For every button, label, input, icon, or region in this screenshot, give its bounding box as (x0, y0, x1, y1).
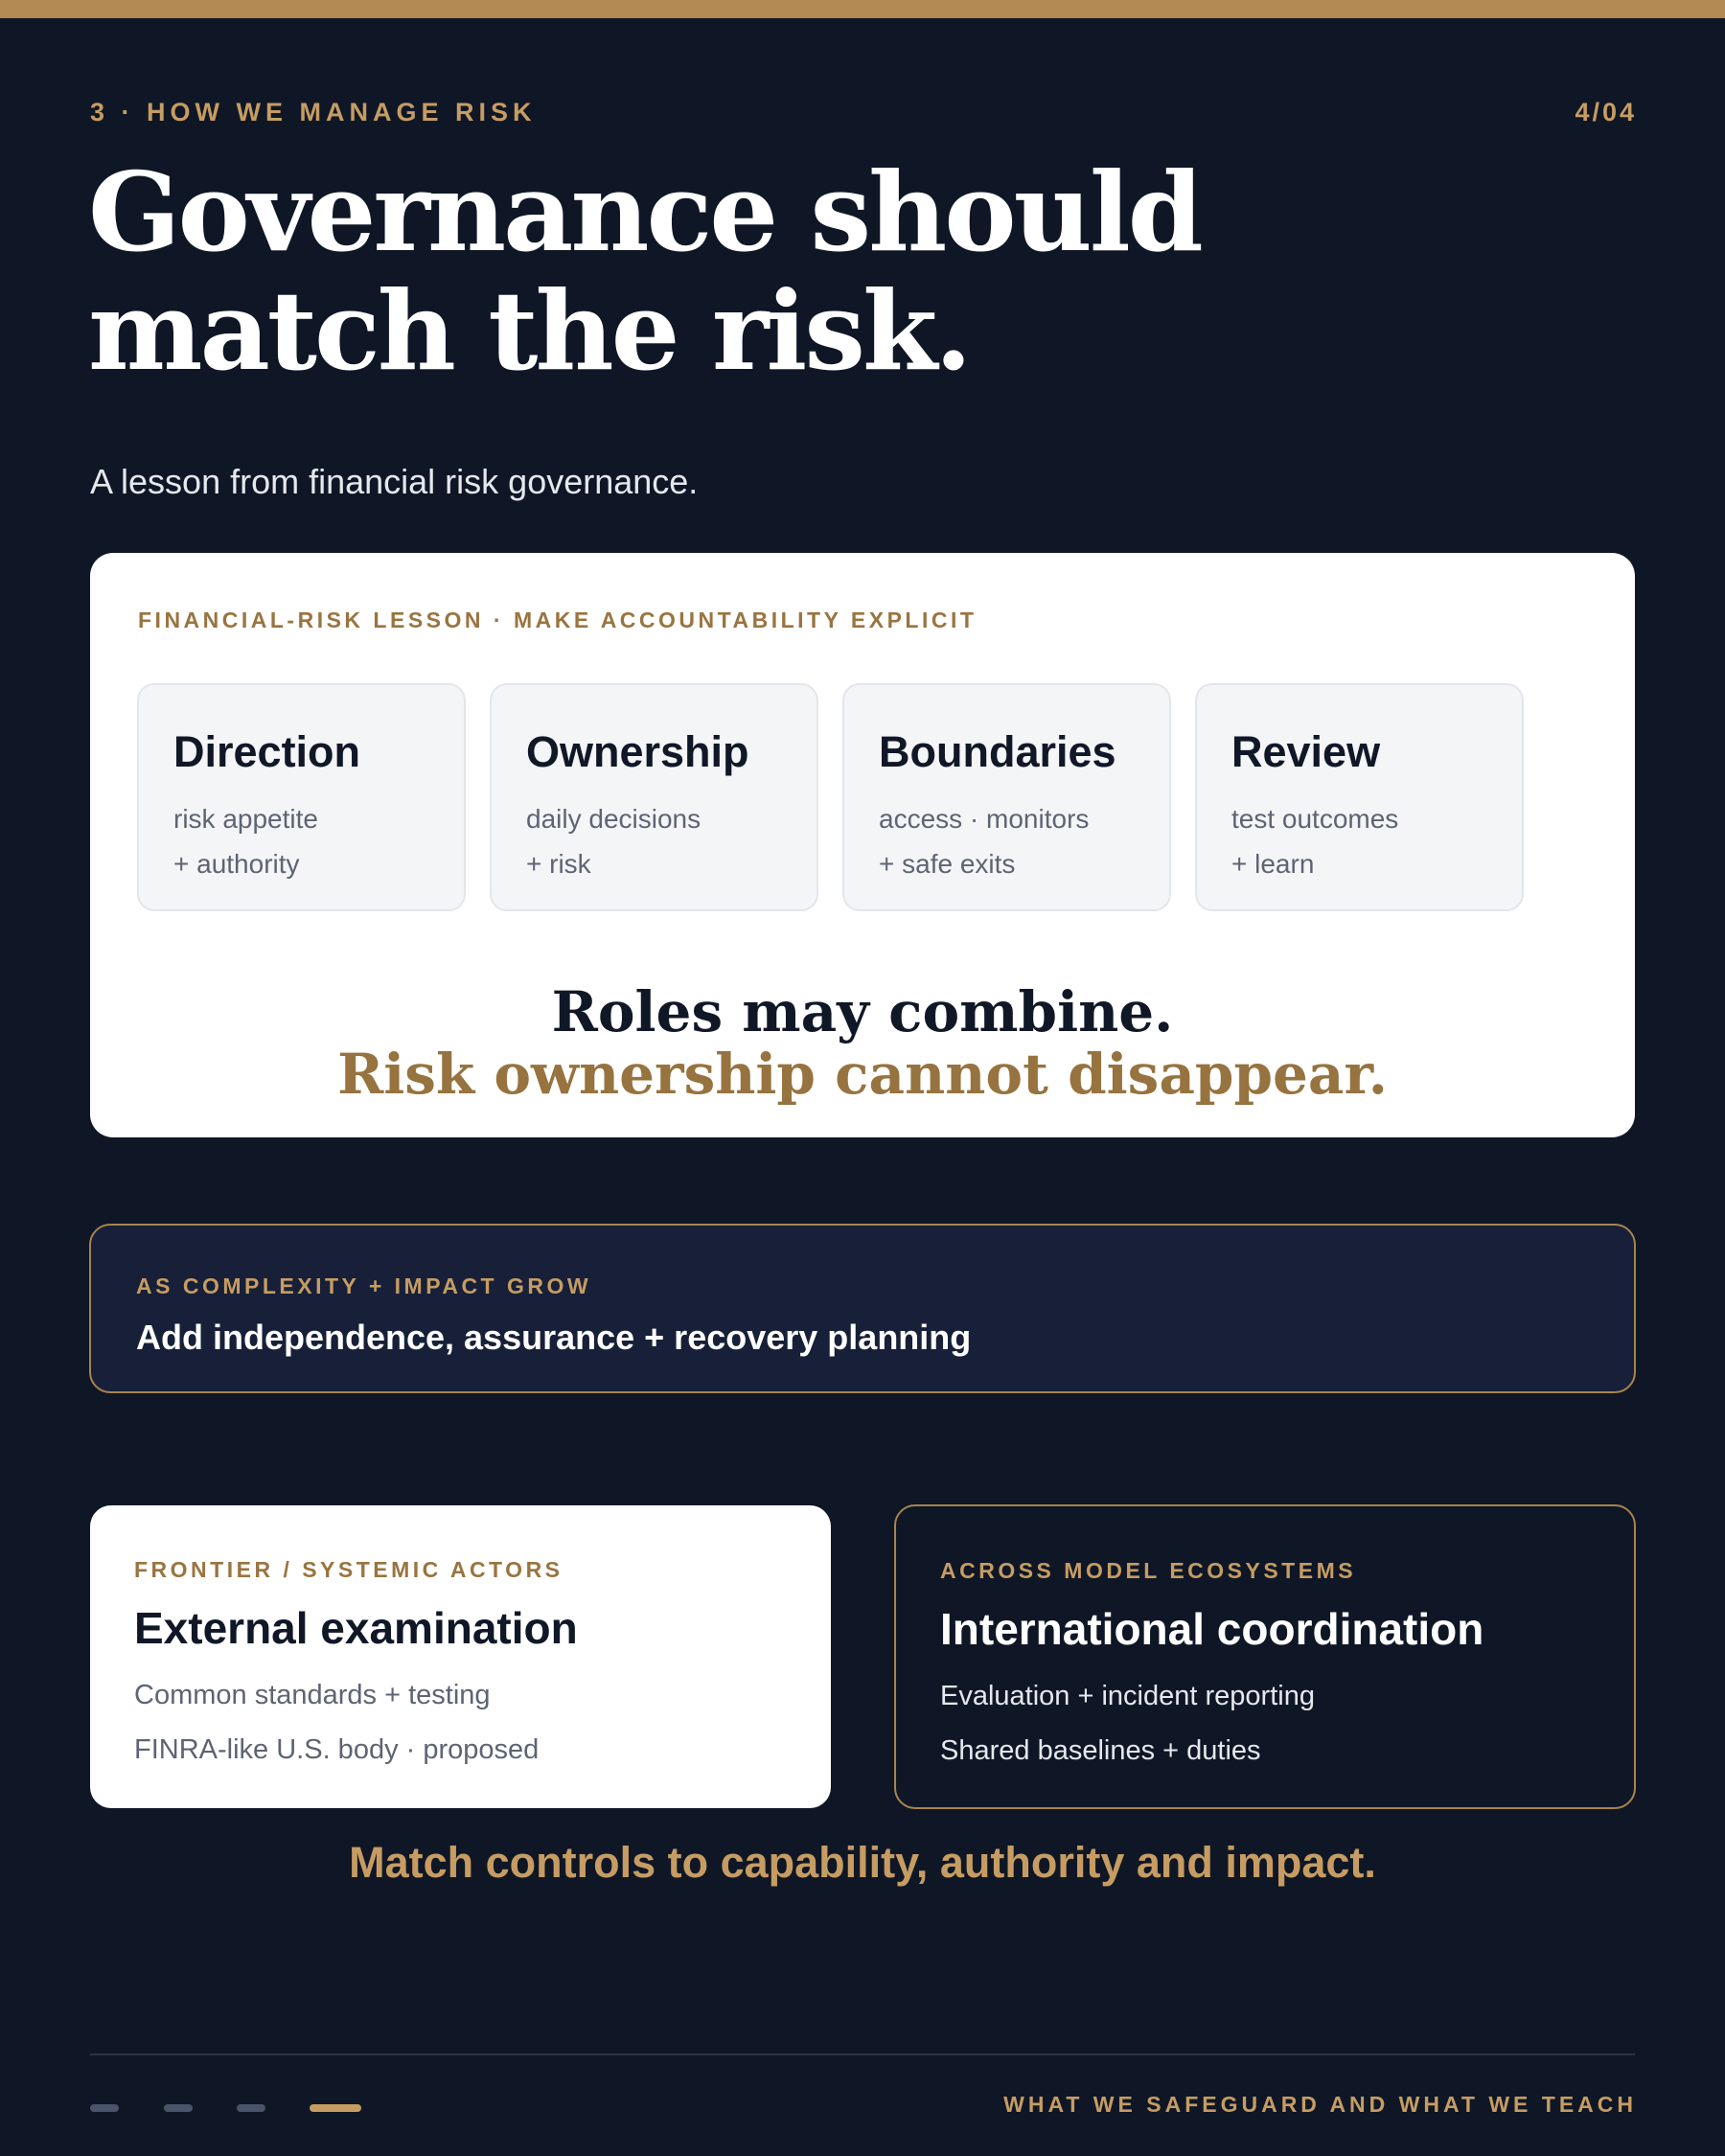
complexity-banner (89, 1224, 1636, 1393)
progress-dot[interactable] (90, 2104, 119, 2112)
lesson-quote-line-1: Roles may combine. (551, 979, 1174, 1044)
card-line: Evaluation + incident reporting (940, 1681, 1315, 1711)
role-card-ownership (490, 683, 818, 911)
lesson-quote-line-2: Risk ownership cannot disappear. (337, 1042, 1388, 1107)
card-line: FINRA-like U.S. body · proposed (134, 1734, 540, 1765)
lesson-label: FINANCIAL-RISK LESSON · MAKE ACCOUNTABILITY EXPLICIT (138, 608, 978, 632)
progress-dot-active[interactable] (310, 2104, 361, 2112)
role-line: + learn (1231, 849, 1315, 879)
role-line: access · monitors (879, 804, 1090, 834)
card-line: Common standards + testing (134, 1680, 491, 1710)
card-label: FRONTIER / SYSTEMIC ACTORS (134, 1557, 564, 1582)
external-examination-card (90, 1505, 831, 1808)
role-card-direction (137, 683, 466, 911)
top-accent-bar (0, 0, 1725, 18)
role-title: Boundaries (879, 727, 1116, 776)
complexity-label: AS COMPLEXITY + IMPACT GROW (136, 1273, 592, 1298)
international-coordination-card (894, 1504, 1636, 1809)
role-line: + authority (173, 849, 300, 879)
footer-divider (90, 2053, 1635, 2055)
role-title: Review (1231, 727, 1381, 776)
footer-tagline: WHAT WE SAFEGUARD AND WHAT WE TEACH (1003, 2092, 1637, 2117)
card-title: International coordination (940, 1604, 1484, 1654)
card-label: ACROSS MODEL ECOSYSTEMS (940, 1558, 1357, 1583)
role-line: daily decisions (526, 804, 702, 834)
progress-dot[interactable] (164, 2104, 193, 2112)
page-title-line-2: match the risk. (88, 267, 970, 395)
role-card-boundaries (842, 683, 1171, 911)
progress-dot[interactable] (237, 2104, 265, 2112)
card-title: External examination (134, 1603, 578, 1653)
conclusion-statement: Match controls to capability, authority and impact. (349, 1838, 1376, 1887)
section-eyebrow: 3 · HOW WE MANAGE RISK (90, 98, 537, 126)
role-line: test outcomes (1231, 804, 1399, 834)
role-line: + safe exits (879, 849, 1016, 879)
card-line: Shared baselines + duties (940, 1735, 1261, 1766)
role-title: Direction (173, 727, 361, 776)
complexity-text: Add independence, assurance + recovery planning (136, 1318, 972, 1357)
page-subtitle: A lesson from financial risk governance. (90, 462, 699, 501)
role-line: + risk (526, 849, 591, 879)
role-title: Ownership (526, 727, 749, 776)
page-title-line-1: Governance should (88, 149, 1201, 276)
page-title (88, 149, 1430, 395)
page-number: 4/04 (1575, 98, 1637, 126)
role-card-review (1195, 683, 1524, 911)
role-line: risk appetite (173, 804, 318, 834)
